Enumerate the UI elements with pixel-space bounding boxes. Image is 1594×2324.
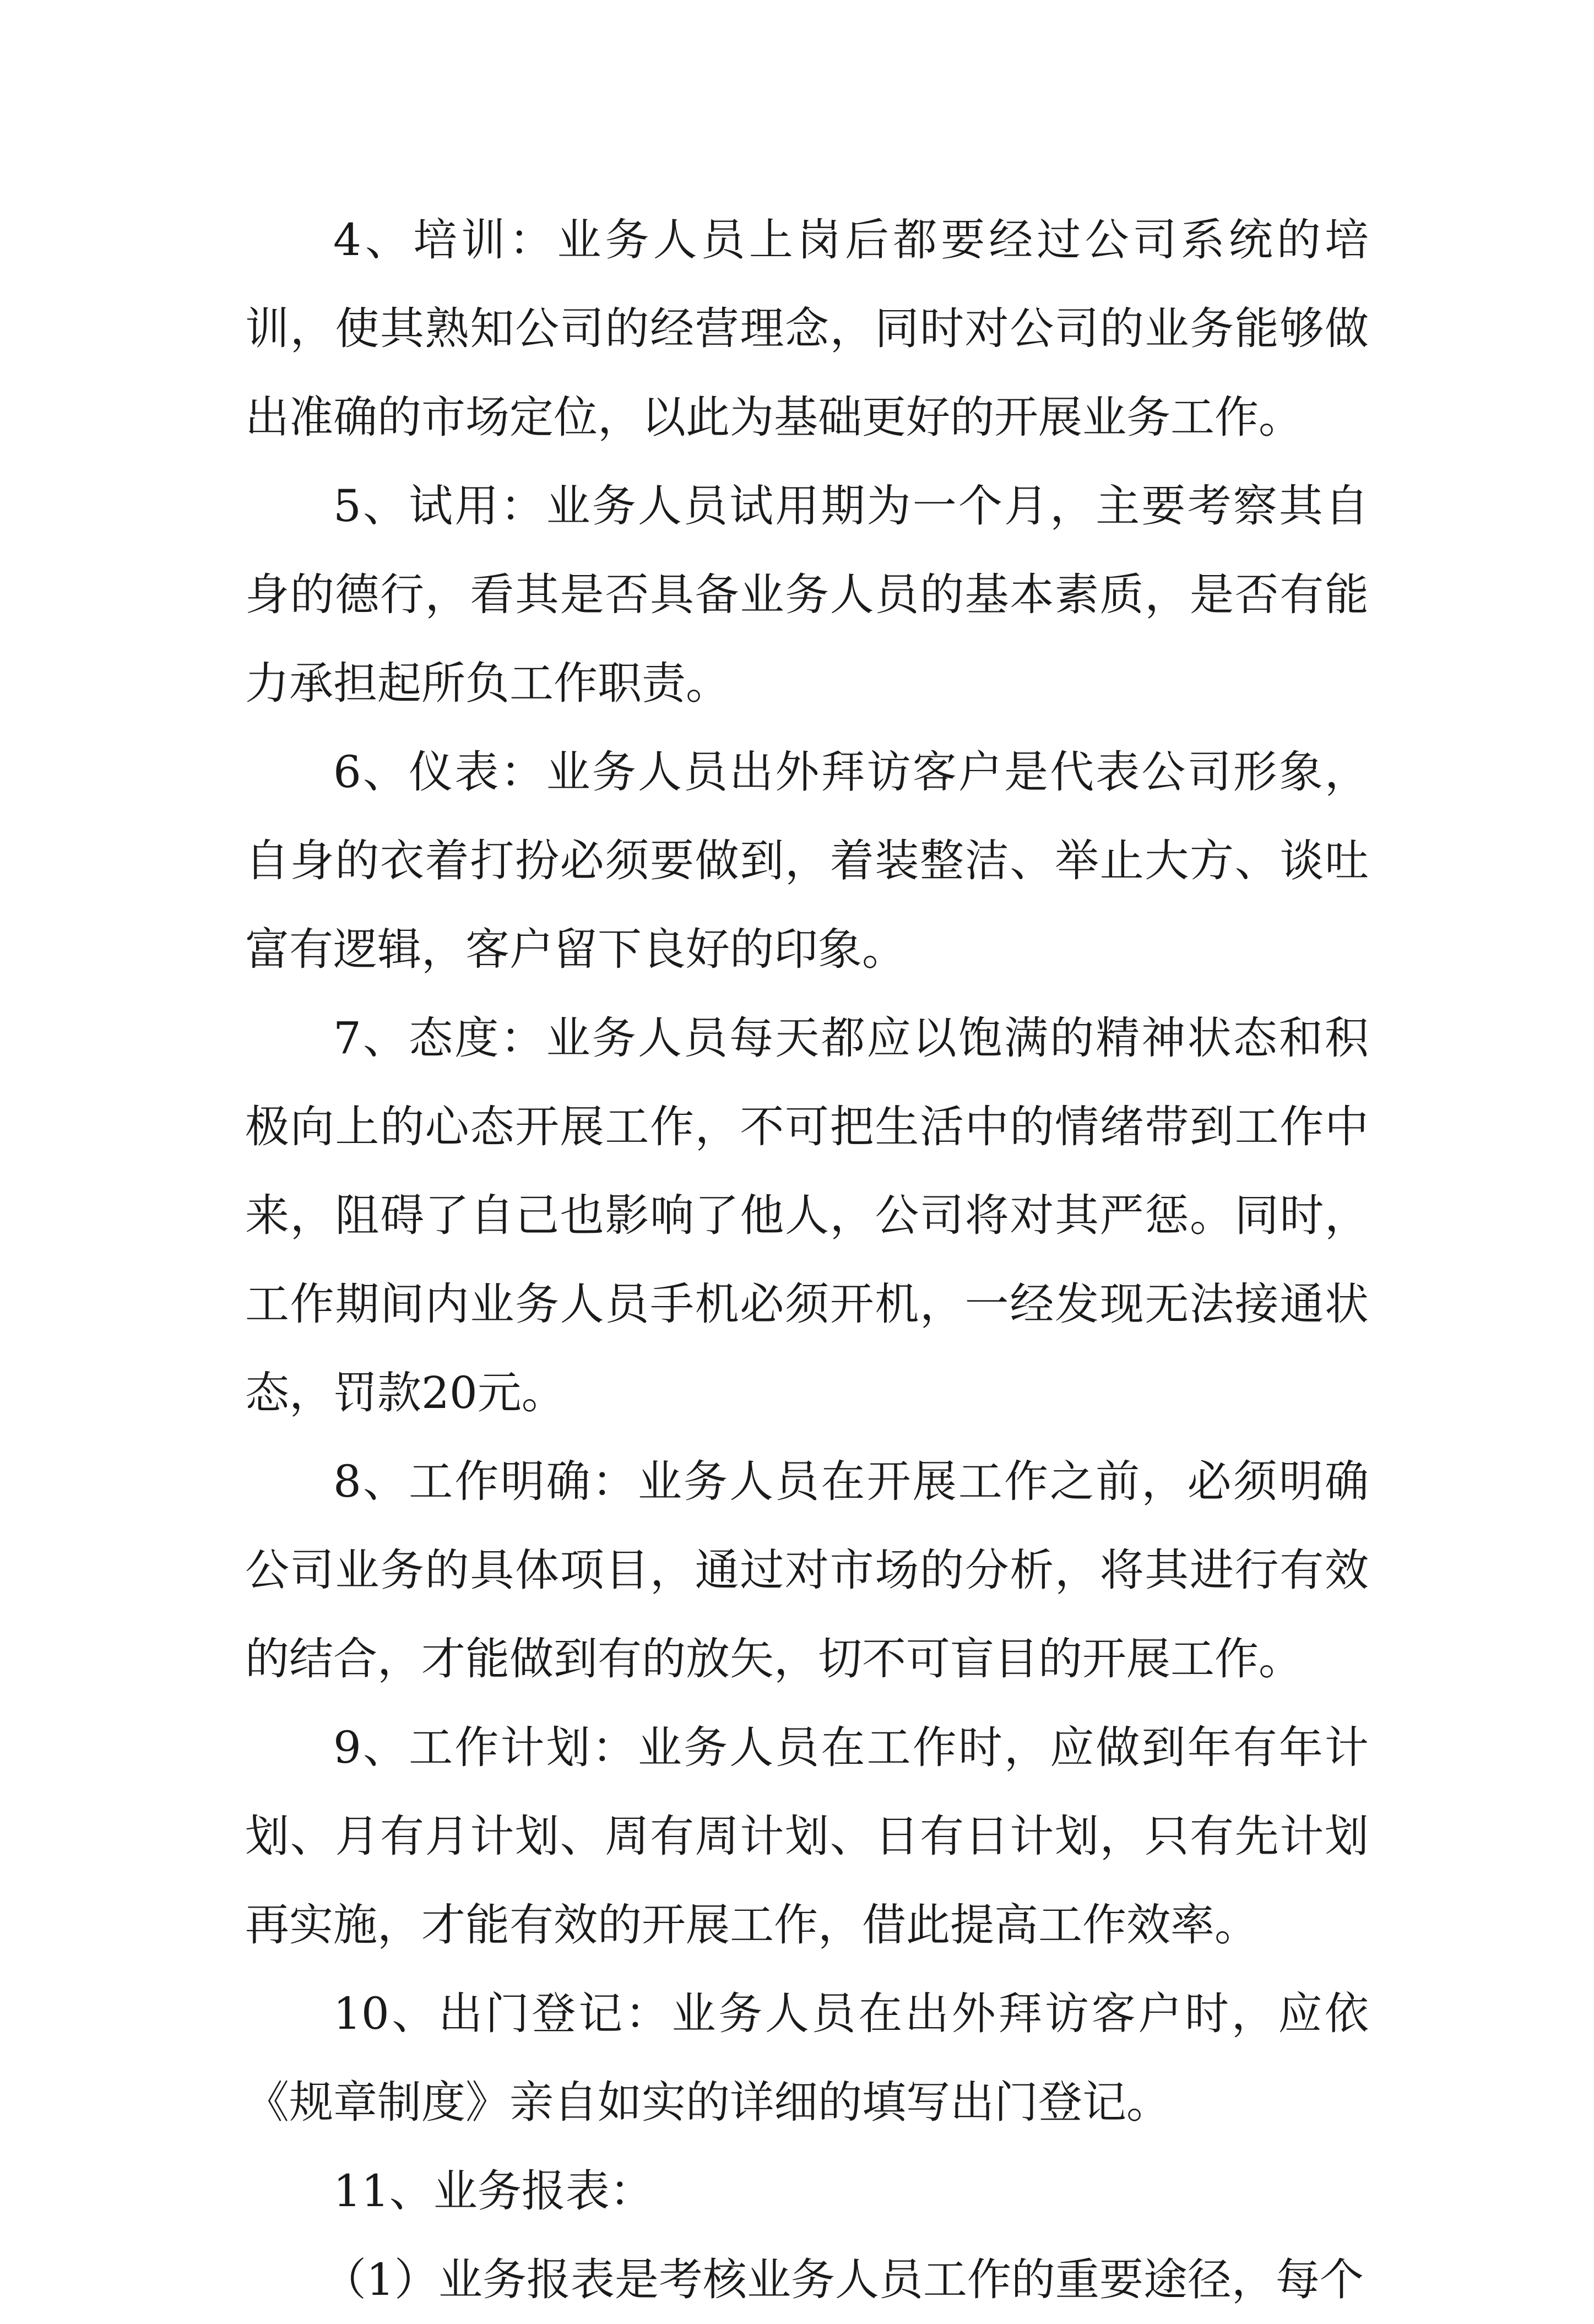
paragraph-work-plan: 9、工作计划：业务人员在工作时，应做到年有年计划、月有月计划、周有周计划、日有日计划，只有先计划再实施，才能有效的开展工作，借此提高工作效率。: [245, 1722, 1369, 1951]
paragraph-business-report-item-1: （1）业务报表是考核业务人员工作的重要途径，每个: [322, 2254, 1364, 2305]
paragraph-business-report-heading: 11、业务报表：: [333, 2165, 654, 2217]
document-body: [245, 196, 1369, 2324]
paragraph-appearance: 6、仪表：业务人员出外拜访客户是代表公司形象，自身的衣着打扮必须要做到，着装整洁、举止大方、谈吐富有逻辑，客户留下良好的印象。: [245, 746, 1369, 975]
paragraph-clear-work: 8、工作明确：业务人员在开展工作之前，必须明确公司业务的具体项目，通过对市场的分析，将其进行有效的结合，才能做到有的放矢，切不可盲目的开展工作。: [245, 1456, 1369, 1684]
paragraph-attitude: 7、态度：业务人员每天都应以饱满的精神状态和积极向上的心态开展工作，不可把生活中的情绪带到工作中来，阻碍了自己也影响了他人，公司将对其严惩。同时，工作期间内业务人员手机必须开机，一经发现无法接通状态，罚款20元。: [245, 1012, 1369, 1418]
paragraph-exit-registration: 10、出门登记：业务人员在出外拜访客户时，应依《规章制度》亲自如实的详细的填写出门登记。: [245, 1988, 1369, 2128]
paragraph-probation: 5、试用：业务人员试用期为一个月，主要考察其自身的德行，看其是否具备业务人员的基本素质，是否有能力承担起所负工作职责。: [245, 480, 1369, 709]
paragraph-training: 4、培训：业务人员上岗后都要经过公司系统的培训，使其熟知公司的经营理念，同时对公司的业务能够做出准确的市场定位，以此为基础更好的开展业务工作。: [245, 214, 1369, 443]
